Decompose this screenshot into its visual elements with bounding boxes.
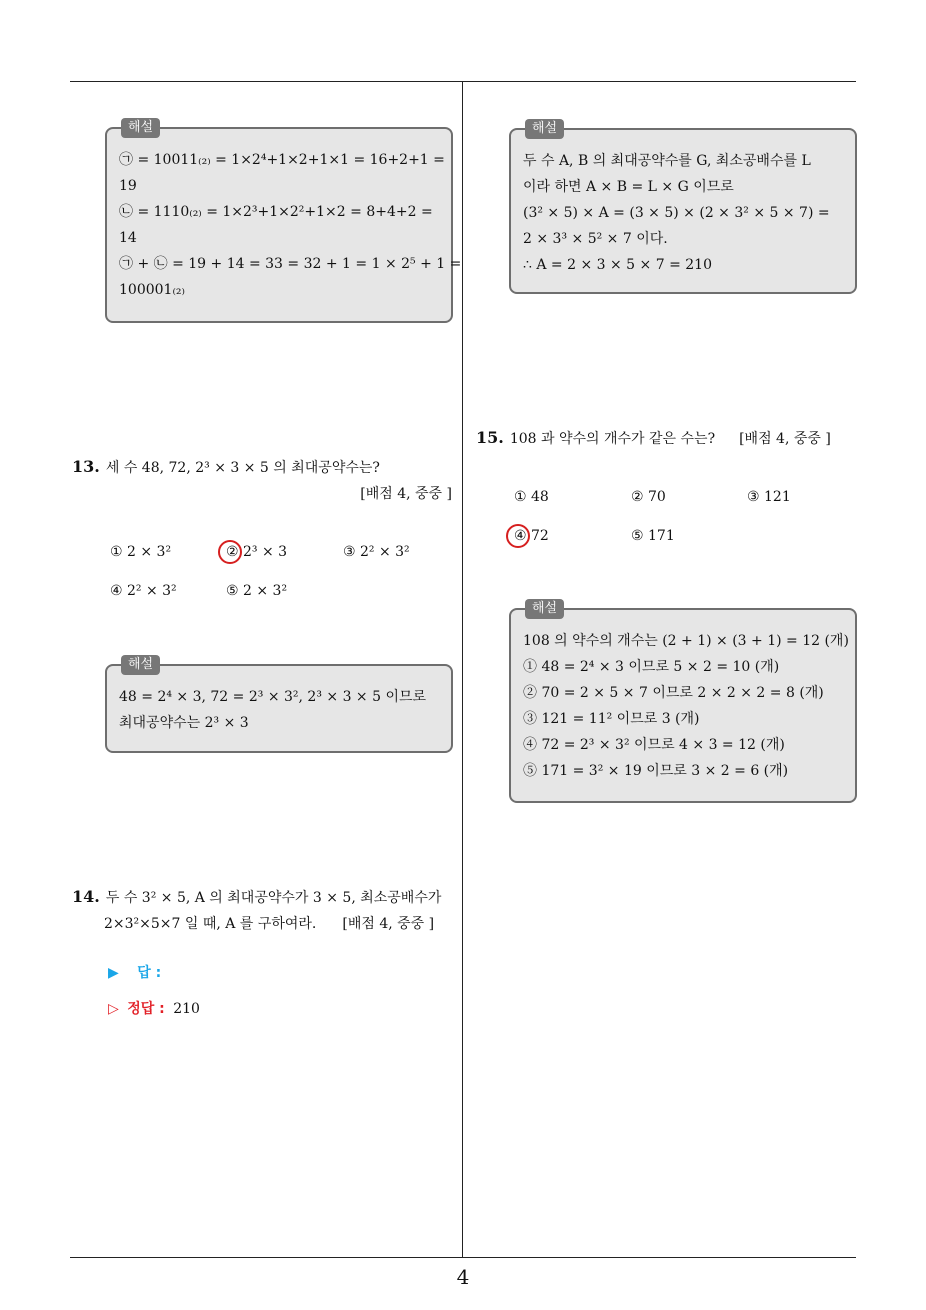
column-divider	[462, 82, 463, 1258]
solution-line: ④ 72 = 2³ × 3² 이므로 4 × 3 = 12 (개)	[523, 737, 785, 753]
question-text: 두 수 3² × 5, A 의 최대공약수가 3 × 5, 최소공배수가	[105, 890, 442, 906]
q12-solution-box	[105, 120, 462, 323]
q15-question	[476, 425, 856, 452]
top-rule	[70, 81, 856, 82]
q14-answer-row	[108, 962, 161, 982]
q13-solution-box	[105, 657, 453, 753]
q14-solution-box	[509, 121, 857, 294]
q15-choice-5[interactable]: ⑤ 171	[631, 528, 675, 544]
correct-value: 210	[173, 1001, 200, 1017]
question-text: 세 수 48, 72, 2³ × 3 × 5 의 최대공약수는?	[105, 460, 380, 476]
solution-line: ① 48 = 2⁴ × 3 이므로 5 × 2 = 10 (개)	[523, 659, 780, 675]
correct-label: 정답 :	[127, 1001, 165, 1017]
page-number: 4	[456, 1265, 470, 1289]
solution-line: ∴ A = 2 × 3 × 5 × 7 = 210	[523, 257, 712, 273]
q15-choice-2[interactable]: ② 70	[631, 489, 666, 505]
solution-line: 108 의 약수의 개수는 (2 + 1) × (3 + 1) = 12 (개)	[523, 633, 849, 649]
q13-choice-1[interactable]: ① 2 × 3²	[110, 544, 172, 560]
question-text: 2×3²×5×7 일 때, A 를 구하여라.	[104, 916, 317, 932]
q13-choice-4[interactable]: ④ 2² × 3²	[110, 583, 177, 599]
q15-solution-box	[509, 601, 857, 803]
solution-line: ③ 121 = 11² 이므로 3 (개)	[523, 711, 700, 727]
correct-arrow-icon: ▷	[108, 1001, 119, 1017]
q13-choice-5[interactable]: ⑤ 2 × 3²	[226, 583, 288, 599]
solution-line: ㉠ + ㉡ = 19 + 14 = 33 = 32 + 1 = 1 × 2⁵ + 1 =	[119, 256, 462, 272]
solution-line: ② 70 = 2 × 5 × 7 이므로 2 × 2 × 2 = 8 (개)	[523, 685, 824, 701]
solution-line: 2 × 3³ × 5² × 7 이다.	[523, 231, 668, 247]
solution-tag: 해설	[121, 655, 160, 675]
question-meta: [배점 4, 중중 ]	[360, 486, 452, 502]
question-text: 108 과 약수의 개수가 같은 수는?	[509, 431, 716, 447]
solution-tag: 해설	[121, 118, 160, 138]
solution-line: 100001₍₂₎	[119, 282, 185, 298]
q14-correct-row	[108, 998, 200, 1018]
solution-line: ㉡ = 1110₍₂₎ = 1×2³+1×2²+1×2 = 8+4+2 =	[119, 204, 433, 220]
question-meta: [배점 4, 중중 ]	[739, 431, 831, 447]
solution-line: 최대공약수는 2³ × 3	[119, 715, 249, 731]
q15-choice-3[interactable]: ③ 121	[747, 489, 791, 505]
solution-line: ⑤ 171 = 3² × 19 이므로 3 × 2 = 6 (개)	[523, 763, 789, 779]
solution-line: 48 = 2⁴ × 3, 72 = 2³ × 3², 2³ × 3 × 5 이므로	[119, 689, 427, 705]
question-number: 13.	[72, 457, 100, 476]
solution-line: ㉠ = 10011₍₂₎ = 1×2⁴+1×2+1×1 = 16+2+1 =	[119, 152, 445, 168]
solution-tag: 해설	[525, 119, 564, 139]
q15-choice-4[interactable]: ④ 72	[514, 528, 549, 544]
question-number: 14.	[72, 887, 100, 906]
solution-line: 14	[119, 230, 137, 246]
q13-question	[72, 454, 452, 507]
solution-line: (3² × 5) × A = (3 × 5) × (2 × 3² × 5 × 7) =	[523, 205, 830, 221]
q14-question	[72, 884, 456, 937]
q15-choice-1[interactable]: ① 48	[514, 489, 549, 505]
answer-label: 답 :	[137, 965, 162, 981]
answer-arrow-icon: ▶	[108, 965, 119, 981]
q13-choice-3[interactable]: ③ 2² × 3²	[343, 544, 410, 560]
solution-tag: 해설	[525, 599, 564, 619]
question-number: 15.	[476, 428, 504, 447]
bottom-rule	[70, 1257, 856, 1258]
question-meta: [배점 4, 중중 ]	[342, 916, 435, 932]
solution-line: 19	[119, 178, 137, 194]
solution-line: 이라 하면 A × B = L × G 이므로	[523, 179, 734, 195]
q13-choice-2[interactable]: ② 2³ × 3	[226, 544, 288, 560]
solution-line: 두 수 A, B 의 최대공약수를 G, 최소공배수를 L	[523, 153, 811, 169]
